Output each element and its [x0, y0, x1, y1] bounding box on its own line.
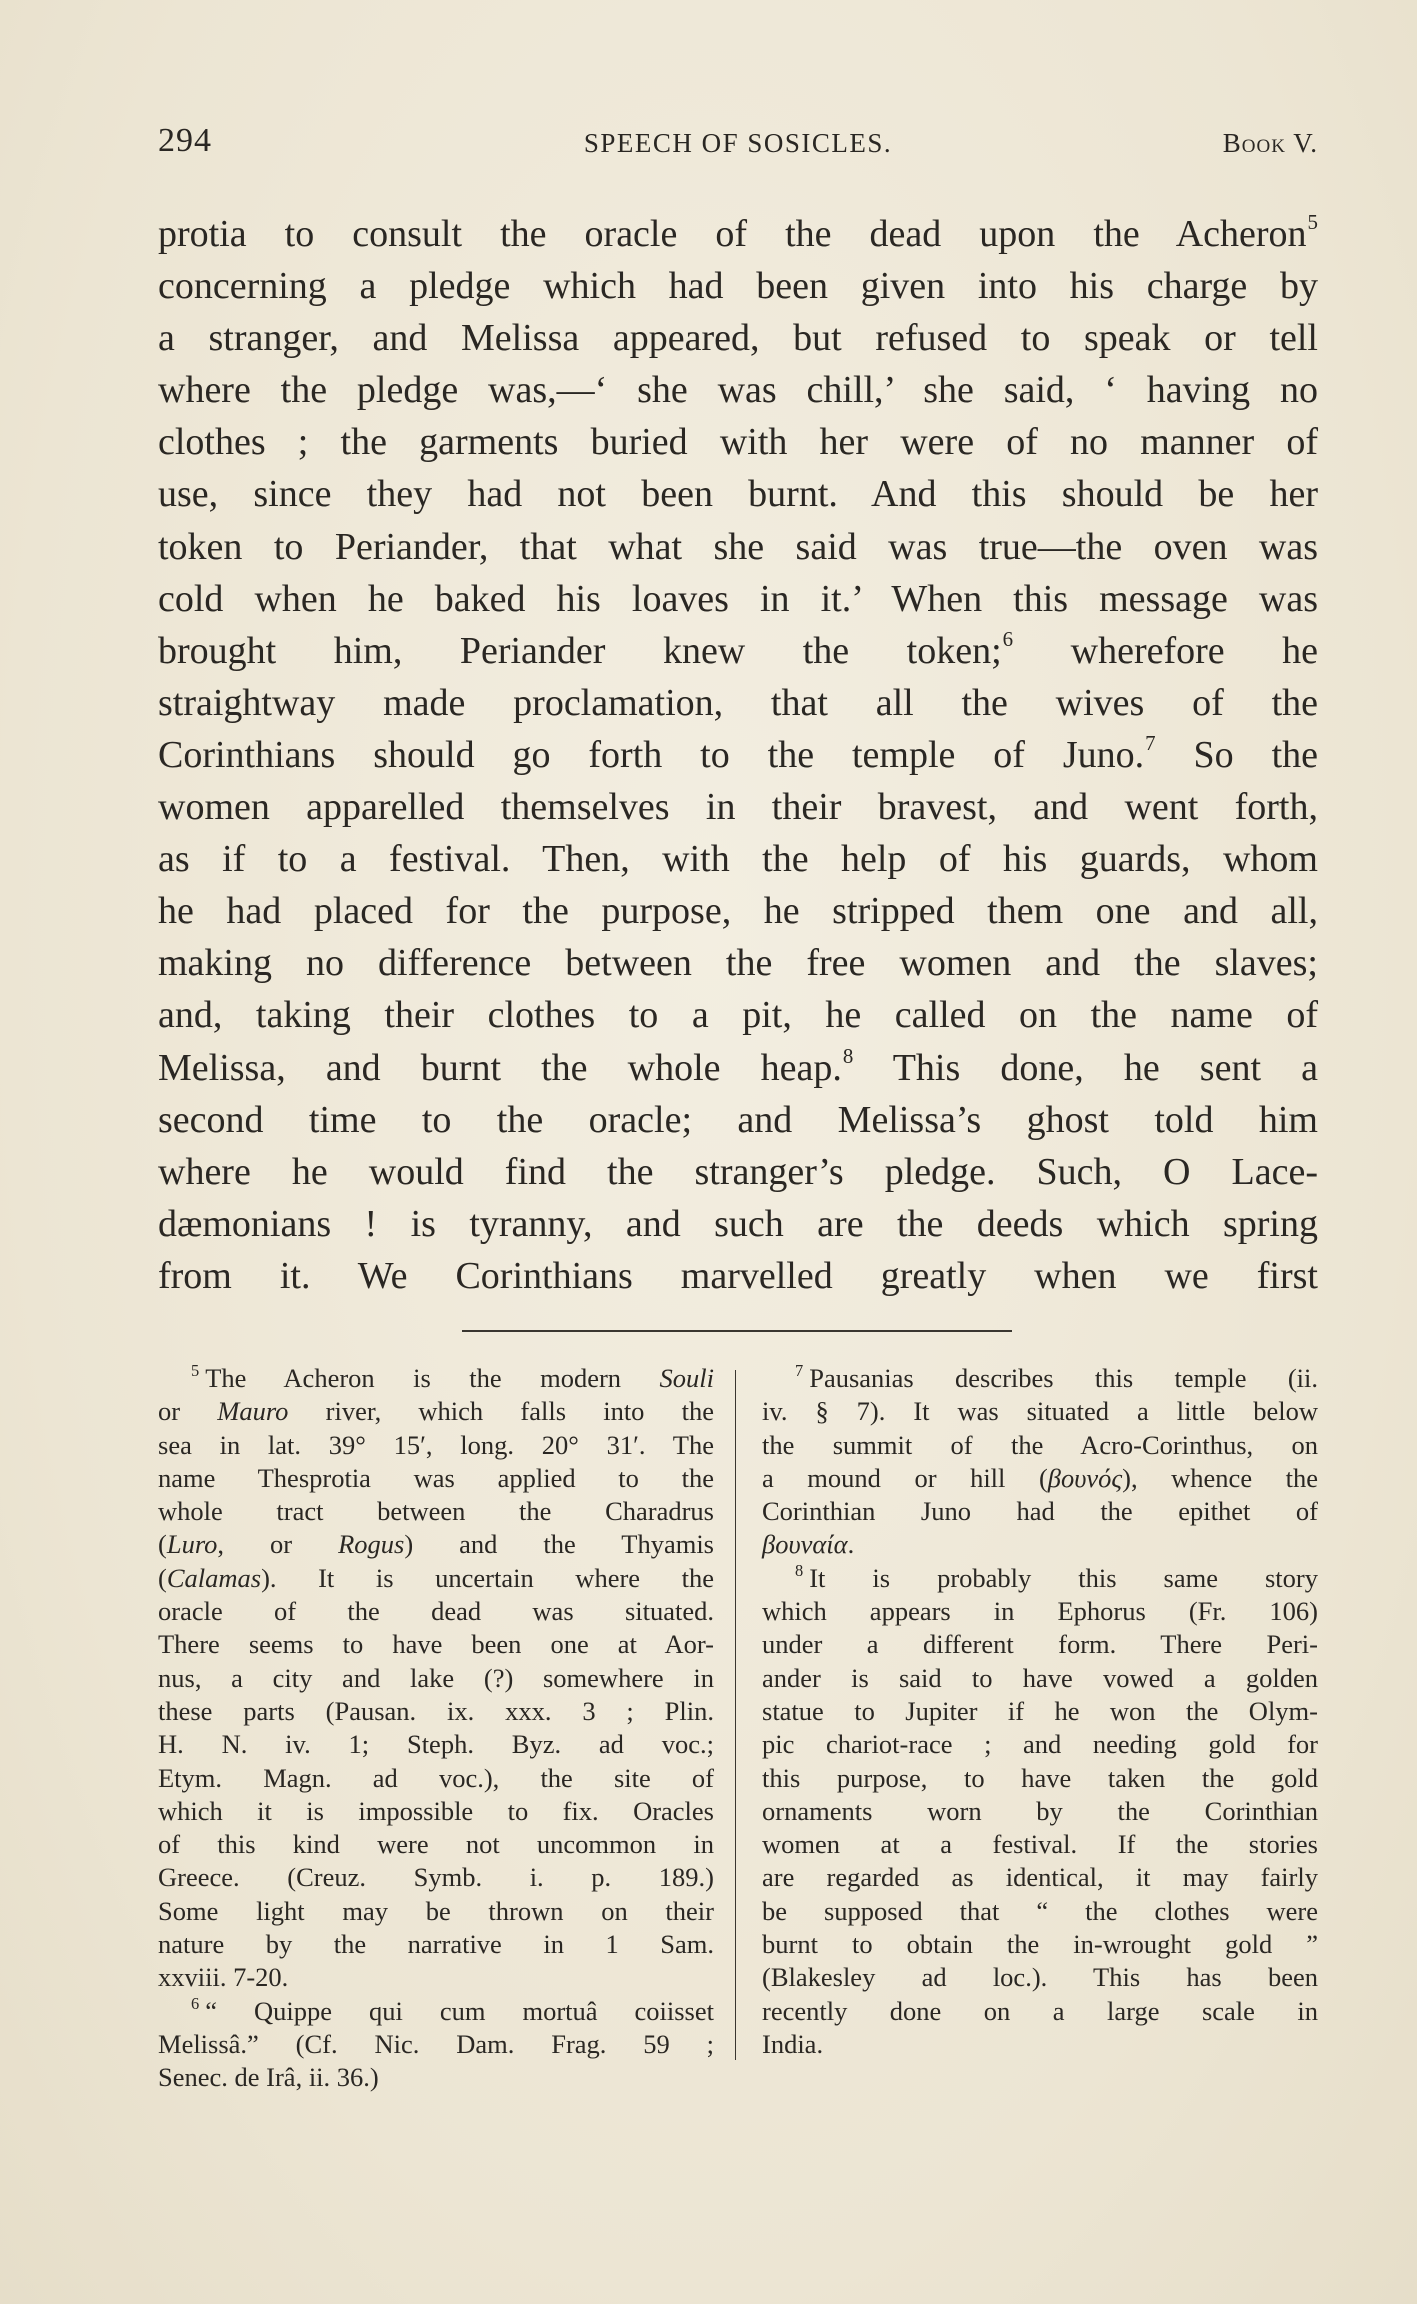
- footnote-line: Melissâ.” (Cf. Nic. Dam. Frag. 59 ;: [158, 2028, 714, 2059]
- text-line: use, since they had not been burnt. And this should be her: [158, 473, 1318, 516]
- text-line: brought him, Periander knew the token;$^6$ wherefore he: [158, 627, 1319, 672]
- text-line: Corinthians should go forth to the temple of Juno.$^7$ So the: [158, 731, 1318, 776]
- book-label: Book V.: [1222, 128, 1318, 158]
- column-divider: [735, 1370, 736, 2060]
- text-line: Melissa, and burnt the whole heap.$^8$ This done, he sent a: [158, 1043, 1318, 1089]
- footnote-column-right: [762, 1362, 1318, 2061]
- footnote-8: [762, 1562, 1318, 2061]
- footnote-ref-5: 5: [1307, 210, 1318, 235]
- footnote-line: name Thesprotia was applied to the: [158, 1462, 714, 1493]
- footnote-column-left: [158, 1362, 714, 2095]
- text-line: he had placed for the purpose, he stripped them one and all,: [158, 890, 1318, 933]
- footnote-number: 5: [191, 1361, 200, 1381]
- text-line: dæmonians ! is tyranny, and such are the deeds which spring: [158, 1202, 1318, 1245]
- footnote-line: be supposed that “ the clothes were: [762, 1895, 1318, 1926]
- running-head: SPEECH OF SOSICLES.: [583, 128, 893, 158]
- footnotes: [158, 1361, 1318, 2093]
- text-line: second time to the oracle; and Melissa’s ghost told him: [158, 1098, 1318, 1141]
- footnote-line: which it is impossible to fix. Oracles: [158, 1795, 714, 1826]
- main-text: [158, 208, 1318, 1302]
- footnote-line: recently done on a large scale in: [762, 1995, 1318, 2026]
- footnote-line: are regarded as identical, it may fairly: [762, 1862, 1318, 1893]
- footnote-rule: [462, 1330, 1012, 1332]
- footnote-line: India.: [762, 2028, 824, 2059]
- text-line: protia to consult the oracle of the dead upon the Acheron$^5$: [158, 210, 1318, 255]
- footnote-6: [158, 1995, 714, 2095]
- text-line: concerning a pledge which had been given into his charge by: [158, 265, 1318, 308]
- footnote-line: There seems to have been one at Aor-: [158, 1629, 714, 1660]
- page-number: 294: [158, 122, 212, 159]
- footnote-line: women at a festival. If the stories: [762, 1829, 1318, 1860]
- footnote-line: Corinthian Juno had the epithet of: [762, 1496, 1318, 1527]
- footnote-line: H. N. iv. 1; Steph. Byz. ad voc.;: [158, 1729, 714, 1760]
- footnote-line: $^5$ The Acheron is the modern Souli: [191, 1361, 714, 1393]
- footnote-line: nus, a city and lake (?) somewhere in: [158, 1662, 714, 1693]
- footnote-line: $^6$ “ Quippe qui cum mortuâ coiisset: [191, 1993, 714, 2026]
- text-line: making no difference between the free women and the slaves;: [158, 942, 1318, 985]
- text-line: and, taking their clothes to a pit, he called on the name of: [158, 994, 1318, 1037]
- text-line: where the pledge was,—‘ she was chill,’ she said, ‘ having no: [158, 369, 1318, 412]
- footnote-line: these parts (Pausan. ix. xxx. 3 ; Plin.: [158, 1695, 714, 1726]
- footnote-line: (Luro, or Rogus) and the Thyamis: [158, 1529, 714, 1560]
- footnote-line: sea in lat. 39° 15′, long. 20° 31′. The: [158, 1429, 714, 1460]
- footnote-5: [158, 1362, 714, 1995]
- footnote-number: 6: [191, 1993, 200, 2013]
- footnote-line: of this kind were not uncommon in: [158, 1829, 714, 1860]
- footnote-line: $^8$ It is probably this same story: [795, 1561, 1318, 1593]
- footnote-7: [762, 1362, 1318, 1562]
- page-header: [158, 122, 1318, 162]
- footnote-line: iv. § 7). It was situated a little below: [762, 1396, 1318, 1427]
- footnote-line: Senec. de Irâ, ii. 36.): [158, 2062, 379, 2093]
- footnote-line: Etym. Magn. ad voc.), the site of: [158, 1762, 714, 1793]
- footnote-line: Some light may be thrown on their: [158, 1895, 714, 1926]
- footnote-line: or Mauro river, which falls into the: [158, 1396, 715, 1427]
- footnote-ref-8: 8: [842, 1043, 854, 1068]
- footnote-line: nature by the narrative in 1 Sam.: [158, 1929, 714, 1960]
- footnote-number: 8: [795, 1561, 804, 1581]
- footnote-line: pic chariot-race ; and needing gold for: [762, 1729, 1318, 1760]
- footnote-line: ornaments worn by the Corinthian: [762, 1795, 1318, 1826]
- footnote-number: 7: [795, 1361, 804, 1381]
- text-line: token to Periander, that what she said was true—the oven was: [158, 525, 1318, 568]
- text-line: clothes ; the garments buried with her were of no manner of: [158, 421, 1318, 464]
- footnote-line: xxviii. 7-20.: [158, 1962, 289, 1993]
- footnote-line: Greece. (Creuz. Symb. i. p. 189.): [158, 1862, 714, 1893]
- footnote-line: whole tract between the Charadrus: [158, 1496, 714, 1527]
- footnote-line: under a different form. There Peri-: [762, 1629, 1318, 1660]
- footnote-line: statue to Jupiter if he won the Olym-: [762, 1695, 1318, 1726]
- text-line: a stranger, and Melissa appeared, but refused to speak or tell: [158, 317, 1318, 360]
- text-line: where he would find the stranger’s pledge. Such, O Lace-: [158, 1150, 1318, 1193]
- footnote-line: (Calamas). It is uncertain where the: [158, 1562, 714, 1593]
- text-line: cold when he baked his loaves in it.’ When this message was: [158, 577, 1318, 620]
- footnote-line: a mound or hill (βουνός), whence the: [762, 1462, 1318, 1493]
- text-line: straightway made proclamation, that all the wives of the: [158, 681, 1318, 724]
- footnote-line: the summit of the Acro-Corinthus, on: [762, 1429, 1318, 1460]
- text-line: as if to a festival. Then, with the help of his guards, whom: [158, 838, 1318, 881]
- footnote-line: ander is said to have vowed a golden: [762, 1662, 1318, 1693]
- footnote-line: this purpose, to have taken the gold: [762, 1762, 1318, 1793]
- footnote-line: βουναία.: [762, 1529, 855, 1560]
- footnote-line: burnt to obtain the in-wrought gold ”: [762, 1929, 1318, 1960]
- footnote-line: (Blakesley ad loc.). This has been: [762, 1962, 1318, 1993]
- footnote-line: $^7$ Pausanias describes this temple (ii.: [795, 1361, 1318, 1393]
- text-line: women apparelled themselves in their bravest, and went forth,: [158, 786, 1318, 829]
- footnote-ref-7: 7: [1145, 731, 1156, 756]
- footnote-ref-6: 6: [1002, 627, 1014, 652]
- text-line: from it. We Corinthians marvelled greatly when we first: [158, 1254, 1318, 1297]
- footnote-line: which appears in Ephorus (Fr. 106): [762, 1596, 1318, 1627]
- footnote-line: oracle of the dead was situated.: [158, 1596, 714, 1627]
